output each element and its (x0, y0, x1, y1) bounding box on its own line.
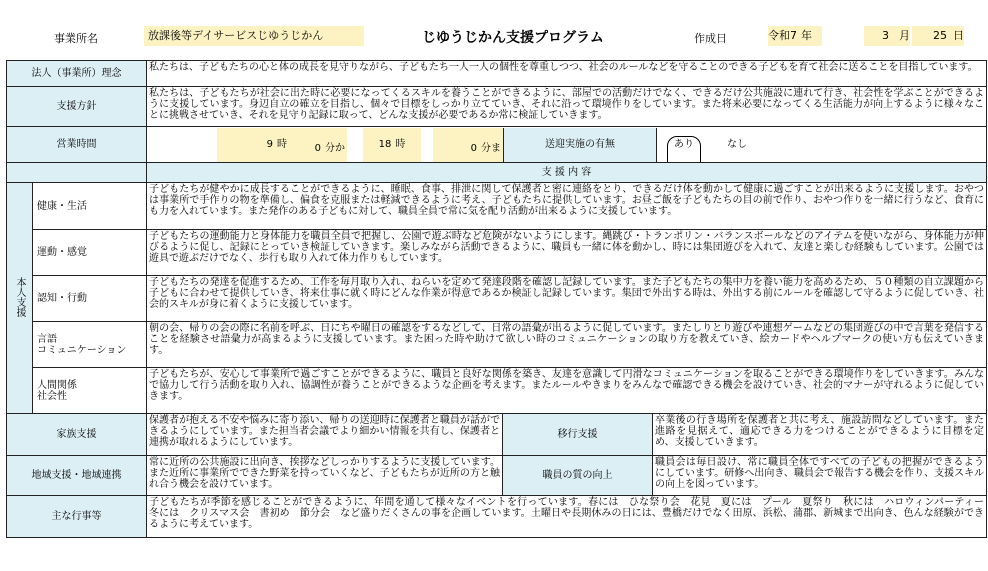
year: 7 (790, 29, 797, 42)
end-hour-field (363, 128, 421, 162)
individual-text-language: 朝の会、帰りの会の際に名前を呼ぶ、日にちや曜日の確認をするなどして、日常の語彙が出るように促しています。またしりとり遊びや連想ゲームなどの集団遊びの中で言葉を発信することを経験させ語彙力が高まるように支援しています。また困った時や助けて欲しい時のコミュニケーションの取り方を教えていき、絵カードやヘルプマークの使い方も伝えていきます。 (147, 322, 987, 368)
family-label: 家族支援 (7, 414, 147, 456)
hour-unit: 時 (277, 138, 287, 150)
support-header: 支 援 内 容 (147, 163, 987, 183)
day-field (912, 26, 964, 46)
support-header-spacer (7, 163, 147, 183)
transition-text: 卒業後の行き場所を保護者と共に考え、施設訪問などしています。また進路を見据えて、適応できる力をつけることができるように目標を定め、支援していきます。 (653, 414, 987, 456)
individual-label-social: 人間関係 社会性 (33, 368, 147, 414)
community-text: 常に近所の公共施設に出向き、挨拶などしっかりするように支援しています。また近所に事業所でできた野菜を持っていくなど、子どもたちが近所の方と触れ合う機会を設けています。 (147, 456, 503, 496)
page-title: じゆうじかん支援プログラム (422, 30, 604, 46)
family-text: 保護者が抱える不安や悩みに寄り添い、帰りの送迎時に保護者と職員が話ができるようにしています。また担当者会議でより細かい情報を共有し、保護者と連携が取れるようにしています。 (147, 414, 503, 456)
policy-label: 支援方針 (7, 87, 147, 127)
office-name: 放課後等デイサービスじゆうじかん (144, 26, 364, 46)
date-label: 作成日 (694, 32, 727, 45)
start-hour-field (217, 128, 289, 162)
hours-row (147, 127, 987, 163)
individual-label-health: 健康・生活 (33, 183, 147, 230)
transport-yes-label: あり (667, 136, 701, 163)
date-era-field (768, 26, 822, 46)
individual-label-motor: 運動・感覚 (33, 230, 147, 276)
individual-label-language: 言語 コミュニケーション (33, 322, 147, 368)
policy-text: 私たちは、子どもたちが社会に出た時に必要になってくるスキルを養うことができるように、部屋での活動だけでなく、できるだけ公共施設に連れて行き、社会性を学ぶことができるように支援しています。身辺自立の確立を目指し、個々で目標をしっかり立てていき、それに沿って環境作りをしています。また将来必要になってくる生活能力が向上するように様々なことに挑戦させていき、それを見守り記録に取って、どんな支援が必要であるか常に検証していきます。 (147, 87, 987, 127)
events-label: 主な行事等 (7, 496, 147, 538)
year-unit: 年 (801, 29, 812, 42)
start-hour: 9 (266, 138, 273, 150)
end-hour-unit: 時 (395, 138, 406, 150)
end-hour: 18 (378, 138, 392, 150)
end-min-field (433, 128, 503, 162)
transport-yes (667, 128, 701, 162)
day: 25 (933, 29, 947, 42)
community-label: 地域支援・地域連携 (7, 456, 147, 496)
min-unit-until: 分ま (481, 142, 501, 154)
start-min: 0 (314, 142, 321, 154)
hours-label: 営業時間 (7, 127, 147, 163)
individual-label-cognition: 認知・行動 (33, 276, 147, 322)
quality-label: 職員の質の向上 (503, 456, 653, 496)
quality-text: 職員会は毎日設け、常に職員全体ですべての子どもの把握ができるようにしています。研修へ出向き、職員会で報告する機会を作り、支援スキルの向上を図っています。 (653, 456, 987, 496)
era: 令和 (768, 29, 790, 42)
start-min-field (287, 128, 347, 162)
transport-label: 送迎実施の有無 (503, 128, 657, 162)
philosophy-text: 私たちは、子どもたちの心と体の成長を見守りながら、子どもたち一人一人の個性を尊重しつつ、社会のルールなどを守ることのできる子どもを育て社会に送ることを目指しています。 (147, 61, 987, 87)
individual-label-text: 本人支援 (14, 276, 25, 317)
min-unit-from: 分か (325, 142, 345, 154)
individual-text-cognition: 子どもたちの発達を促進するため、工作を毎月取り入れ、ねらいを定めて発達段階を確認し記録しています。また子どもたちの集中力を養い能力を高めるため、５０種類の自立課題から子どもに合わせて提供していき、将来仕事に就く時にどんな作業が得意であるか検証し記録しています。集団で外出する時は、外出する前にルールを確認して守るように促していき、社会的スキルが身に着くように支援しています。 (147, 276, 987, 322)
philosophy-label: 法人（事業所）理念 (7, 61, 147, 87)
events-text: 子どもたちが季節を感じることができるように、年間を通して様々なイベントを行っています。春には ひな祭り会 花見 夏には プール 夏祭り 秋には ハロウィンパーティー 冬には クリスマス会 書初め 節分会 など盛りだくさんの事を企画しています。土曜日や長期休みの日には、豊橋だけでなく田原、浜松、蒲郡、新城まで出向き、色んな経験ができるように考えています。 (147, 496, 987, 538)
transport-no: なし (727, 138, 747, 150)
office-label: 事業所名 (54, 32, 98, 45)
month-field (864, 26, 910, 46)
month: 3 (882, 29, 889, 42)
month-unit: 月 (899, 29, 910, 42)
individual-text-motor: 子どもたちの運動能力と身体能力を職員全員で把握し、公園で遊ぶ時など危険がないようにします。縄跳び・トランポリン・バランスボールなどのアイテムを使いながら、身体能力が伸びるように促し、記録にとっていき検証していきます。楽しみながら活動できるように、職員も一緒に体を動かし、時には集団遊びを入れて、友達と楽しむ経験もしています。公園では遊具で遊ぶだけでなく、歩行も取り入れて体力作りもしています。 (147, 230, 987, 276)
individual-text-health: 子どもたちが健やかに成長することができるように、睡眠、食事、排泄に関して保護者と密に連絡をとり、できるだけ体を動かして健康に過ごすことが出来るように支援します。おやつは事業所で手作りの物を準備し、偏食を克服または軽減できるように考え、子どもたちに提供しています。お昼ご飯を子どもたちの目の前で作り、おやつ作りを一緒に行うなど、食育にも力を入れています。また発作のある子どもに対して、職員全員で常に気を配り活動が出来るように支援しています。 (147, 183, 987, 230)
day-unit: 日 (953, 29, 964, 42)
individual-label (7, 183, 33, 414)
header (0, 0, 988, 60)
program-table (6, 60, 987, 538)
transition-label: 移行支援 (503, 414, 653, 456)
end-min: 0 (470, 142, 477, 154)
individual-text-social: 子どもたちが、安心して事業所で過ごすことができるように、職員と良好な関係を築き、友達を意識して円滑なコミュニケーションを取ることができる環境作りをしていきます。みんなで協力して行う活動を取り入れ、協調性が養うことができるような企画を考えます。またルールやきまりをみんなで確認できる機会を設けていき、社会的マナーが守れるように促していきます。 (147, 368, 987, 414)
